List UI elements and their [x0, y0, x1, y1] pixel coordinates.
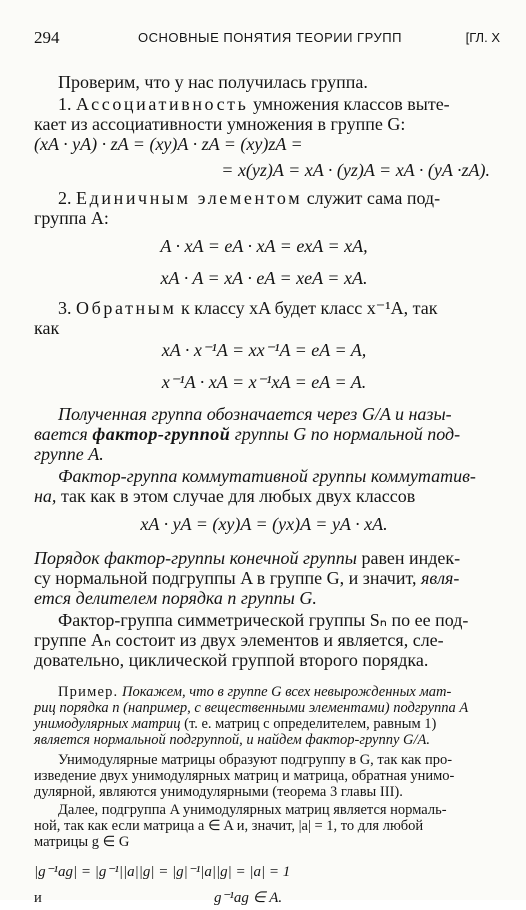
text-span: унимодулярных матриц [34, 716, 181, 732]
text-span: изведение двух унимодулярных матриц и матрица, обратная унимо- [34, 768, 455, 784]
text-span: служит сама под- [306, 188, 441, 208]
text-span: ется делителем порядка n группы G. [34, 588, 317, 608]
paragraph-associativity [34, 94, 494, 134]
equation-6: x⁻¹A · xA = x⁻¹xA = eA = A. [161, 372, 367, 392]
item-number: 1. [58, 94, 72, 114]
example-paragraph-2 [34, 752, 494, 800]
text-span: вается [34, 424, 88, 444]
paragraph-intro: Проверим, что у нас получилась группа. [58, 72, 368, 92]
equation-7: xA · yA = (xy)A = (yx)A = yA · xA. [140, 514, 388, 534]
text-span: су нормальной подгруппы A в группе G, и значит, [34, 568, 417, 588]
text-span: (т. е. матриц с определителем, равным 1) [184, 716, 437, 732]
paragraph-inverse [34, 298, 494, 338]
text-span: Полученная группа обозначается через G/A и назы- [58, 404, 452, 424]
text-span: ной, так как если матрица a ∈ A и, значит, |a| = 1, то для любой [34, 818, 424, 834]
term-associativity: Ассоциативность [76, 94, 249, 114]
text-span: довательно, циклической группой второго порядка. [34, 650, 429, 670]
text-span: Покажем, что в группе G всех невырожденных мат- [122, 684, 452, 700]
text-span: Порядок фактор-группы конечной группы [34, 548, 357, 568]
text-span: группе A. [34, 444, 104, 464]
text-span: матрицы g ∈ G [34, 834, 130, 850]
page-body [34, 64, 494, 910]
equation-4: xA · A = xA · eA = xeA = xA. [160, 268, 368, 288]
text-span: группы G по нормальной под- [234, 424, 461, 444]
term-identity: Единичным элементом [76, 188, 303, 208]
text-span: группа A: [34, 208, 109, 228]
example-label: Пример. [58, 684, 119, 700]
paragraph-commutative [34, 466, 494, 506]
example-paragraph-3 [34, 802, 494, 850]
text-span: группе Aₙ состоит из двух элементов и является, сле- [34, 630, 444, 650]
text-span: к классу xA будет класс x⁻¹A, так [180, 298, 438, 318]
page-header [34, 28, 500, 52]
text-span: явля- [421, 568, 460, 588]
equation-1: (xA · yA) · zA = (xy)A · zA = (xy)zA = [34, 134, 303, 154]
item-number: 3. [58, 298, 72, 318]
paragraph-factor-group-definition [34, 404, 494, 464]
text-span: риц порядка n (например, с вещественными элементами) подгруппа A [34, 700, 469, 716]
text-span: кает из ассоциативности умножения в группе G: [34, 114, 406, 134]
equation-3: A · xA = eA · xA = exA = xA, [160, 236, 368, 256]
text-span: Фактор-группа симметрической группы Sₙ по ее под- [58, 610, 469, 630]
text-span: является нормальной подгруппой, и найдем фактор-группу G/A. [34, 732, 431, 748]
paragraph-symmetric [34, 610, 494, 670]
paragraph-order [34, 548, 494, 608]
equation-8: |g⁻¹ag| = |g⁻¹||a||g| = |g|⁻¹|a||g| = |a| = 1 [34, 864, 291, 880]
conjunction-and: и [34, 890, 42, 906]
running-title: ОСНОВНЫЕ ПОНЯТИЯ ТЕОРИИ ГРУПП [138, 30, 402, 45]
text-span: так как в этом случае для любых двух классов [60, 486, 416, 506]
equation-9: g⁻¹ag ∈ A. [214, 890, 283, 906]
text-span: как [34, 318, 60, 338]
text-span: дулярной, являются унимодулярными (теорема 3 главы III). [34, 784, 403, 800]
equation-5: xA · x⁻¹A = xx⁻¹A = eA = A, [161, 340, 367, 360]
text-span: Далее, подгруппа A унимодулярных матриц является нормаль- [58, 802, 447, 818]
text-span: Унимодулярные матрицы образуют подгруппу в G, так как про- [58, 752, 453, 768]
text-span: Фактор-группа коммутативной группы коммутатив- [58, 466, 476, 486]
page-number: 294 [34, 28, 60, 47]
text-span: равен индек- [361, 548, 461, 568]
example-paragraph-1 [34, 684, 494, 748]
term-inverse: Обратным [76, 298, 177, 318]
item-number: 2. [58, 188, 72, 208]
term-factor-group: фактор-группой [92, 424, 231, 444]
text-span: умножения классов выте- [252, 94, 450, 114]
paragraph-identity [34, 188, 494, 228]
chapter-label: [ГЛ. X [465, 30, 500, 45]
equation-9-row [34, 888, 494, 910]
equation-2: = x(yz)A = xA · (yz)A = xA · (yA ·zA). [221, 160, 490, 180]
text-span: на, [34, 486, 57, 506]
